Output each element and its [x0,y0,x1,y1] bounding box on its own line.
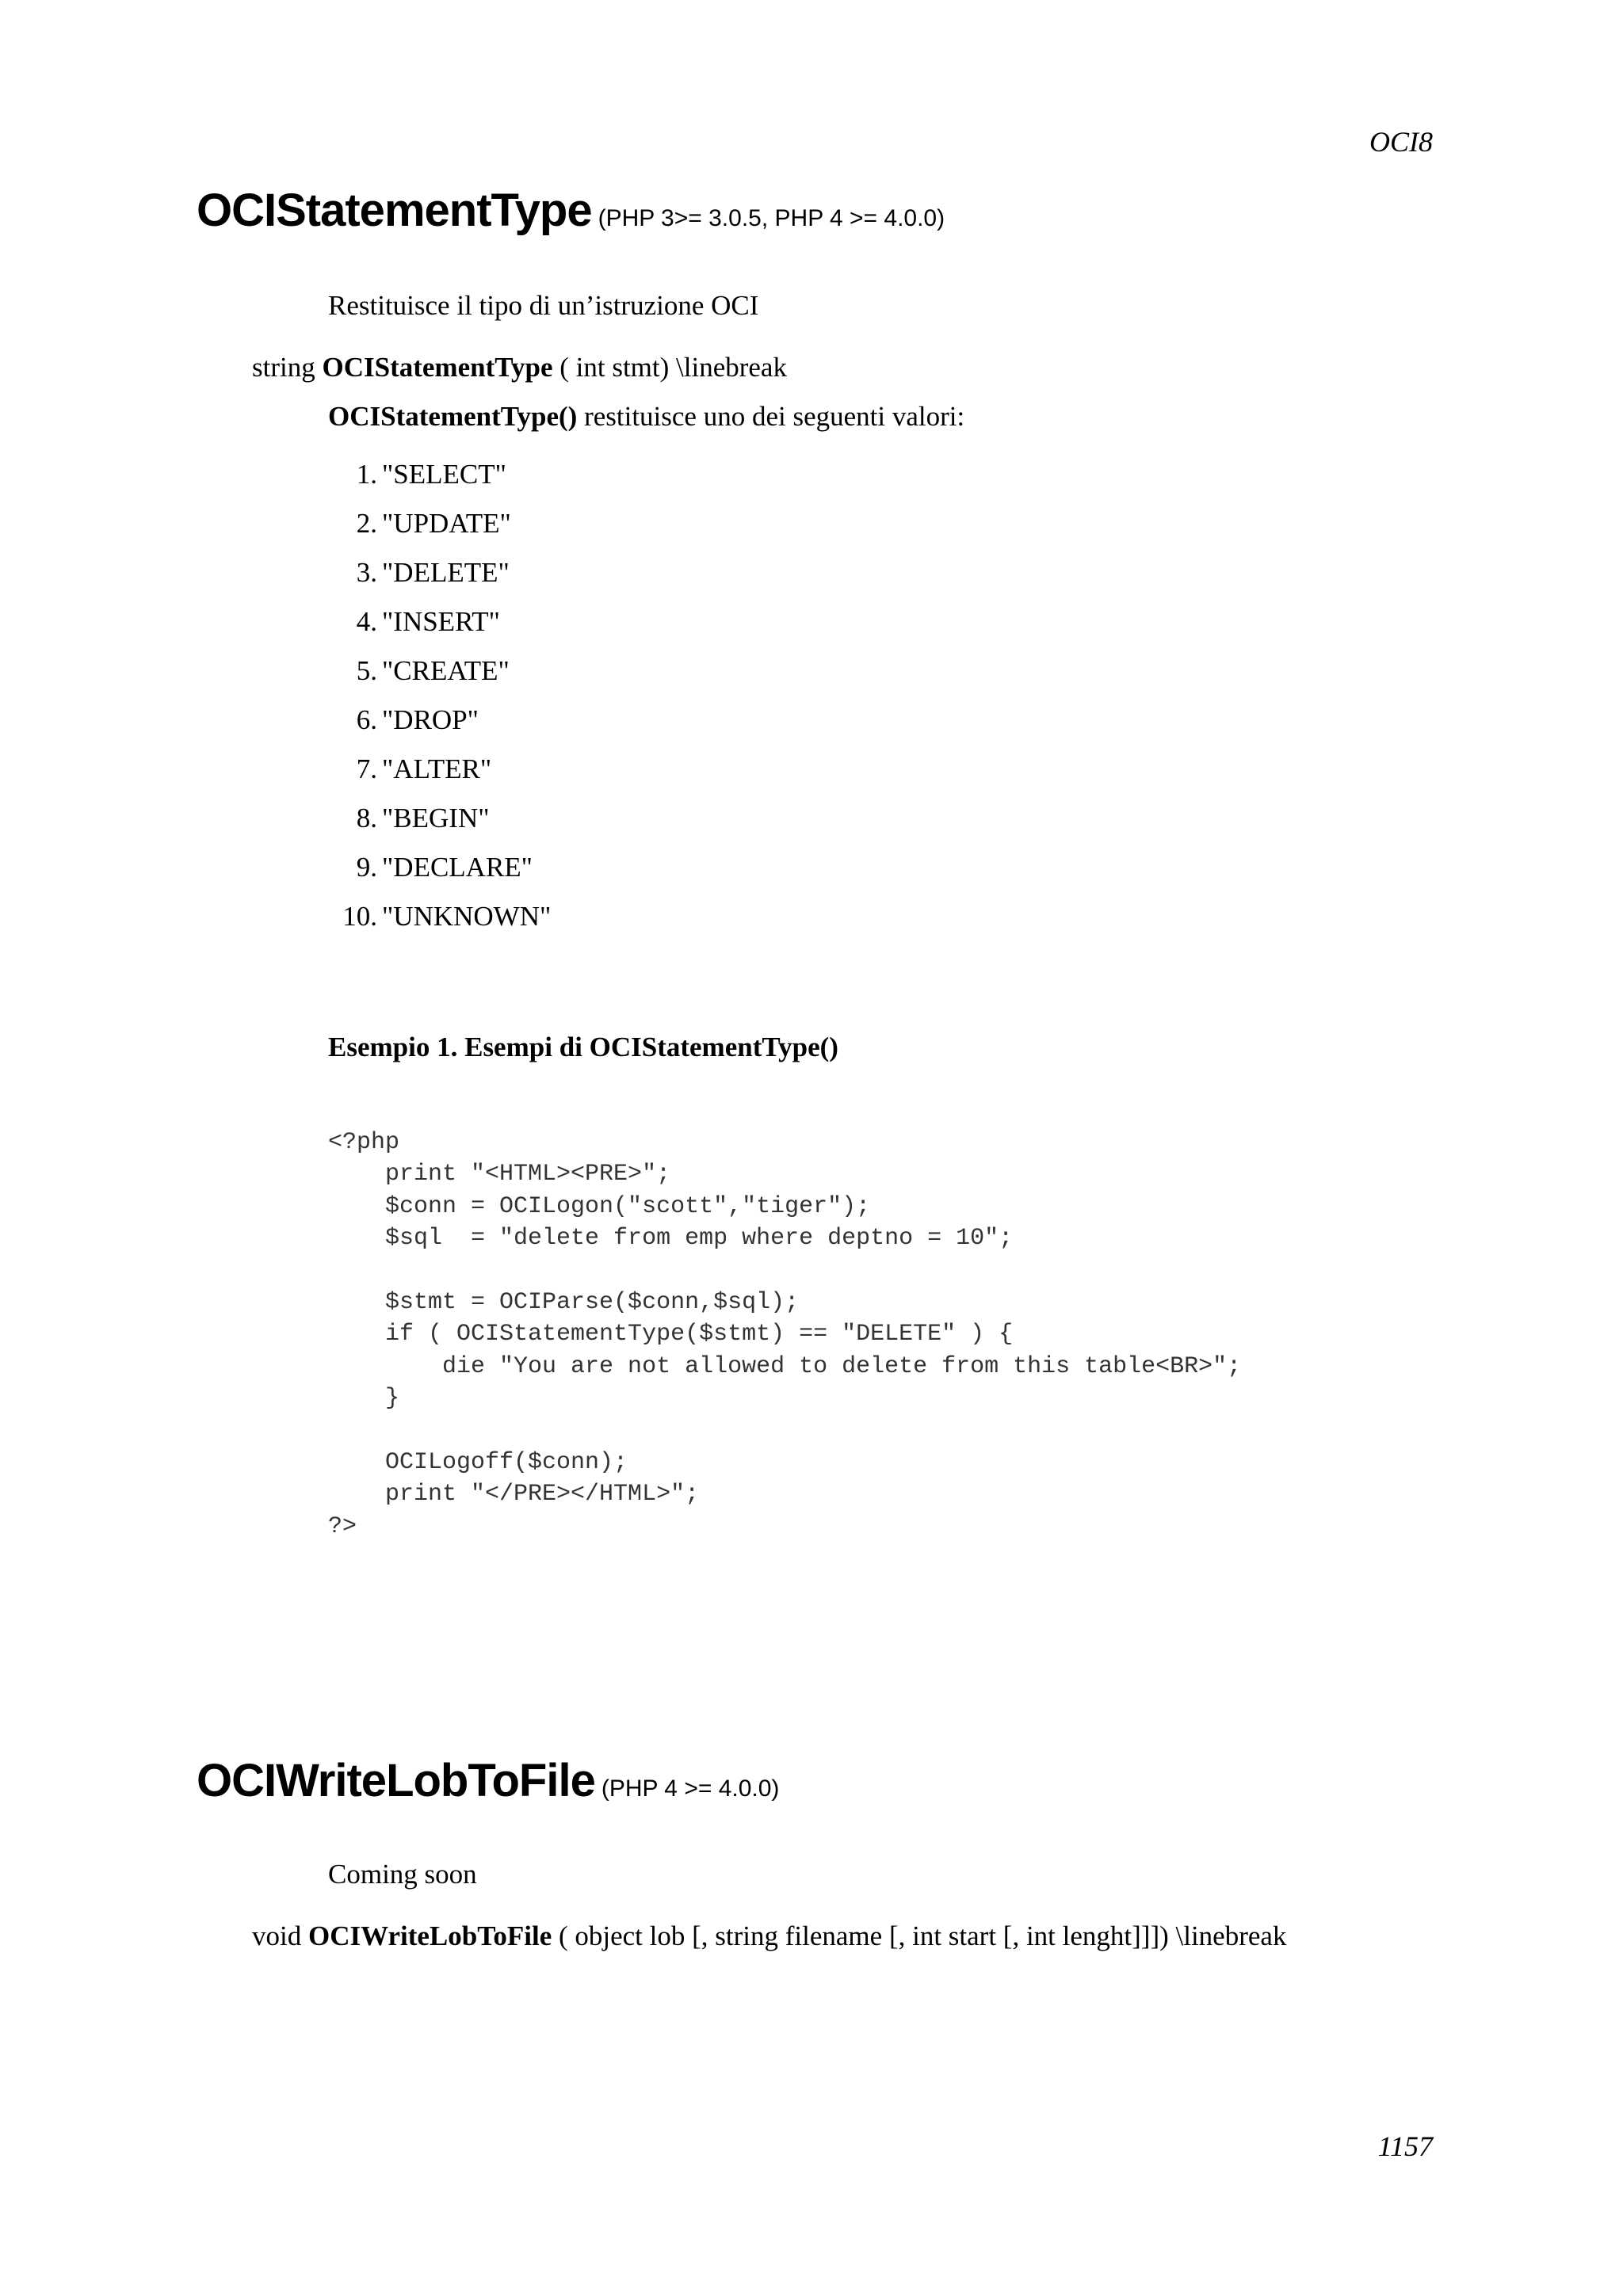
return-type: string [252,352,315,383]
list-item [328,597,551,646]
list-item [328,548,551,597]
function-reference: OCIStatementType() [328,401,578,432]
list-item-text: "BEGIN" [382,803,490,833]
list-item-number: 1. [356,459,377,490]
example-code-block: <?php print "<HTML><PRE>"; $conn = OCILogon("scott","tiger"); $sql = "delete from emp where deptno = 10"; $stmt = OCIParse($conn,$sql); if ( OCIStatementType($stmt) == "DELETE" ) { die "You are not allowed to delete from this table<BR>"; } OCILogoff($conn); print "</PRE></HTML>"; ?> [328,1129,1242,1540]
list-item-text: "DROP" [382,704,479,735]
section-title-ociwritelobtofile [197,1754,779,1807]
list-item-number: 7. [356,753,377,784]
synopsis-params: ( object lob [, string filename [, int start [, int lenght]]]) \linebreak [558,1920,1287,1951]
running-header: OCI8 [1369,126,1433,158]
return-type: void [252,1920,302,1951]
list-item-number: 3. [356,557,377,588]
return-values-list [328,450,551,941]
function-version: (PHP 4 >= 4.0.0) [601,1775,780,1802]
list-item [328,450,551,499]
function-synopsis [252,1920,1286,1952]
list-item [328,499,551,548]
list-item-text: "UPDATE" [382,508,511,539]
list-item-number: 4. [356,606,377,637]
list-item [328,843,551,892]
list-item-text: "UNKNOWN" [382,901,552,932]
synopsis-function-name: OCIStatementType [322,352,553,383]
list-item-number: 9. [356,852,377,883]
list-item-number: 5. [356,655,377,686]
list-item-number: 8. [356,803,377,833]
intro-text: restituisce uno dei seguenti valori: [577,401,965,432]
list-item-text: "SELECT" [382,459,506,490]
function-description: Coming soon [328,1859,477,1890]
list-item [328,745,551,794]
list-item-text: "ALTER" [382,753,492,784]
section-title-ocistatementtype [197,184,945,237]
function-name: OCIStatementType [197,185,592,236]
return-values-intro [328,401,964,433]
list-item-text: "INSERT" [382,606,500,637]
list-item [328,892,551,941]
list-item-number: 6. [356,704,377,735]
list-item [328,646,551,696]
synopsis-params: ( int stmt) \linebreak [559,352,787,383]
list-item-text: "DELETE" [382,557,510,588]
list-item-text: "DECLARE" [382,852,533,883]
list-item [328,794,551,843]
synopsis-function-name: OCIWriteLobToFile [307,1920,552,1951]
function-description: Restituisce il tipo di un’istruzione OCI [328,290,759,321]
list-item [328,696,551,745]
page-number: 1157 [1377,2130,1433,2162]
function-synopsis [252,352,787,383]
list-item-number: 2. [356,508,377,539]
list-item-text: "CREATE" [382,655,510,686]
list-item-number: 10. [342,901,377,932]
function-version: (PHP 3>= 3.0.5, PHP 4 >= 4.0.0) [598,205,945,231]
example-title: Esempio 1. Esempi di OCIStatementType() [328,1032,838,1062]
function-name: OCIWriteLobToFile [197,1755,595,1806]
